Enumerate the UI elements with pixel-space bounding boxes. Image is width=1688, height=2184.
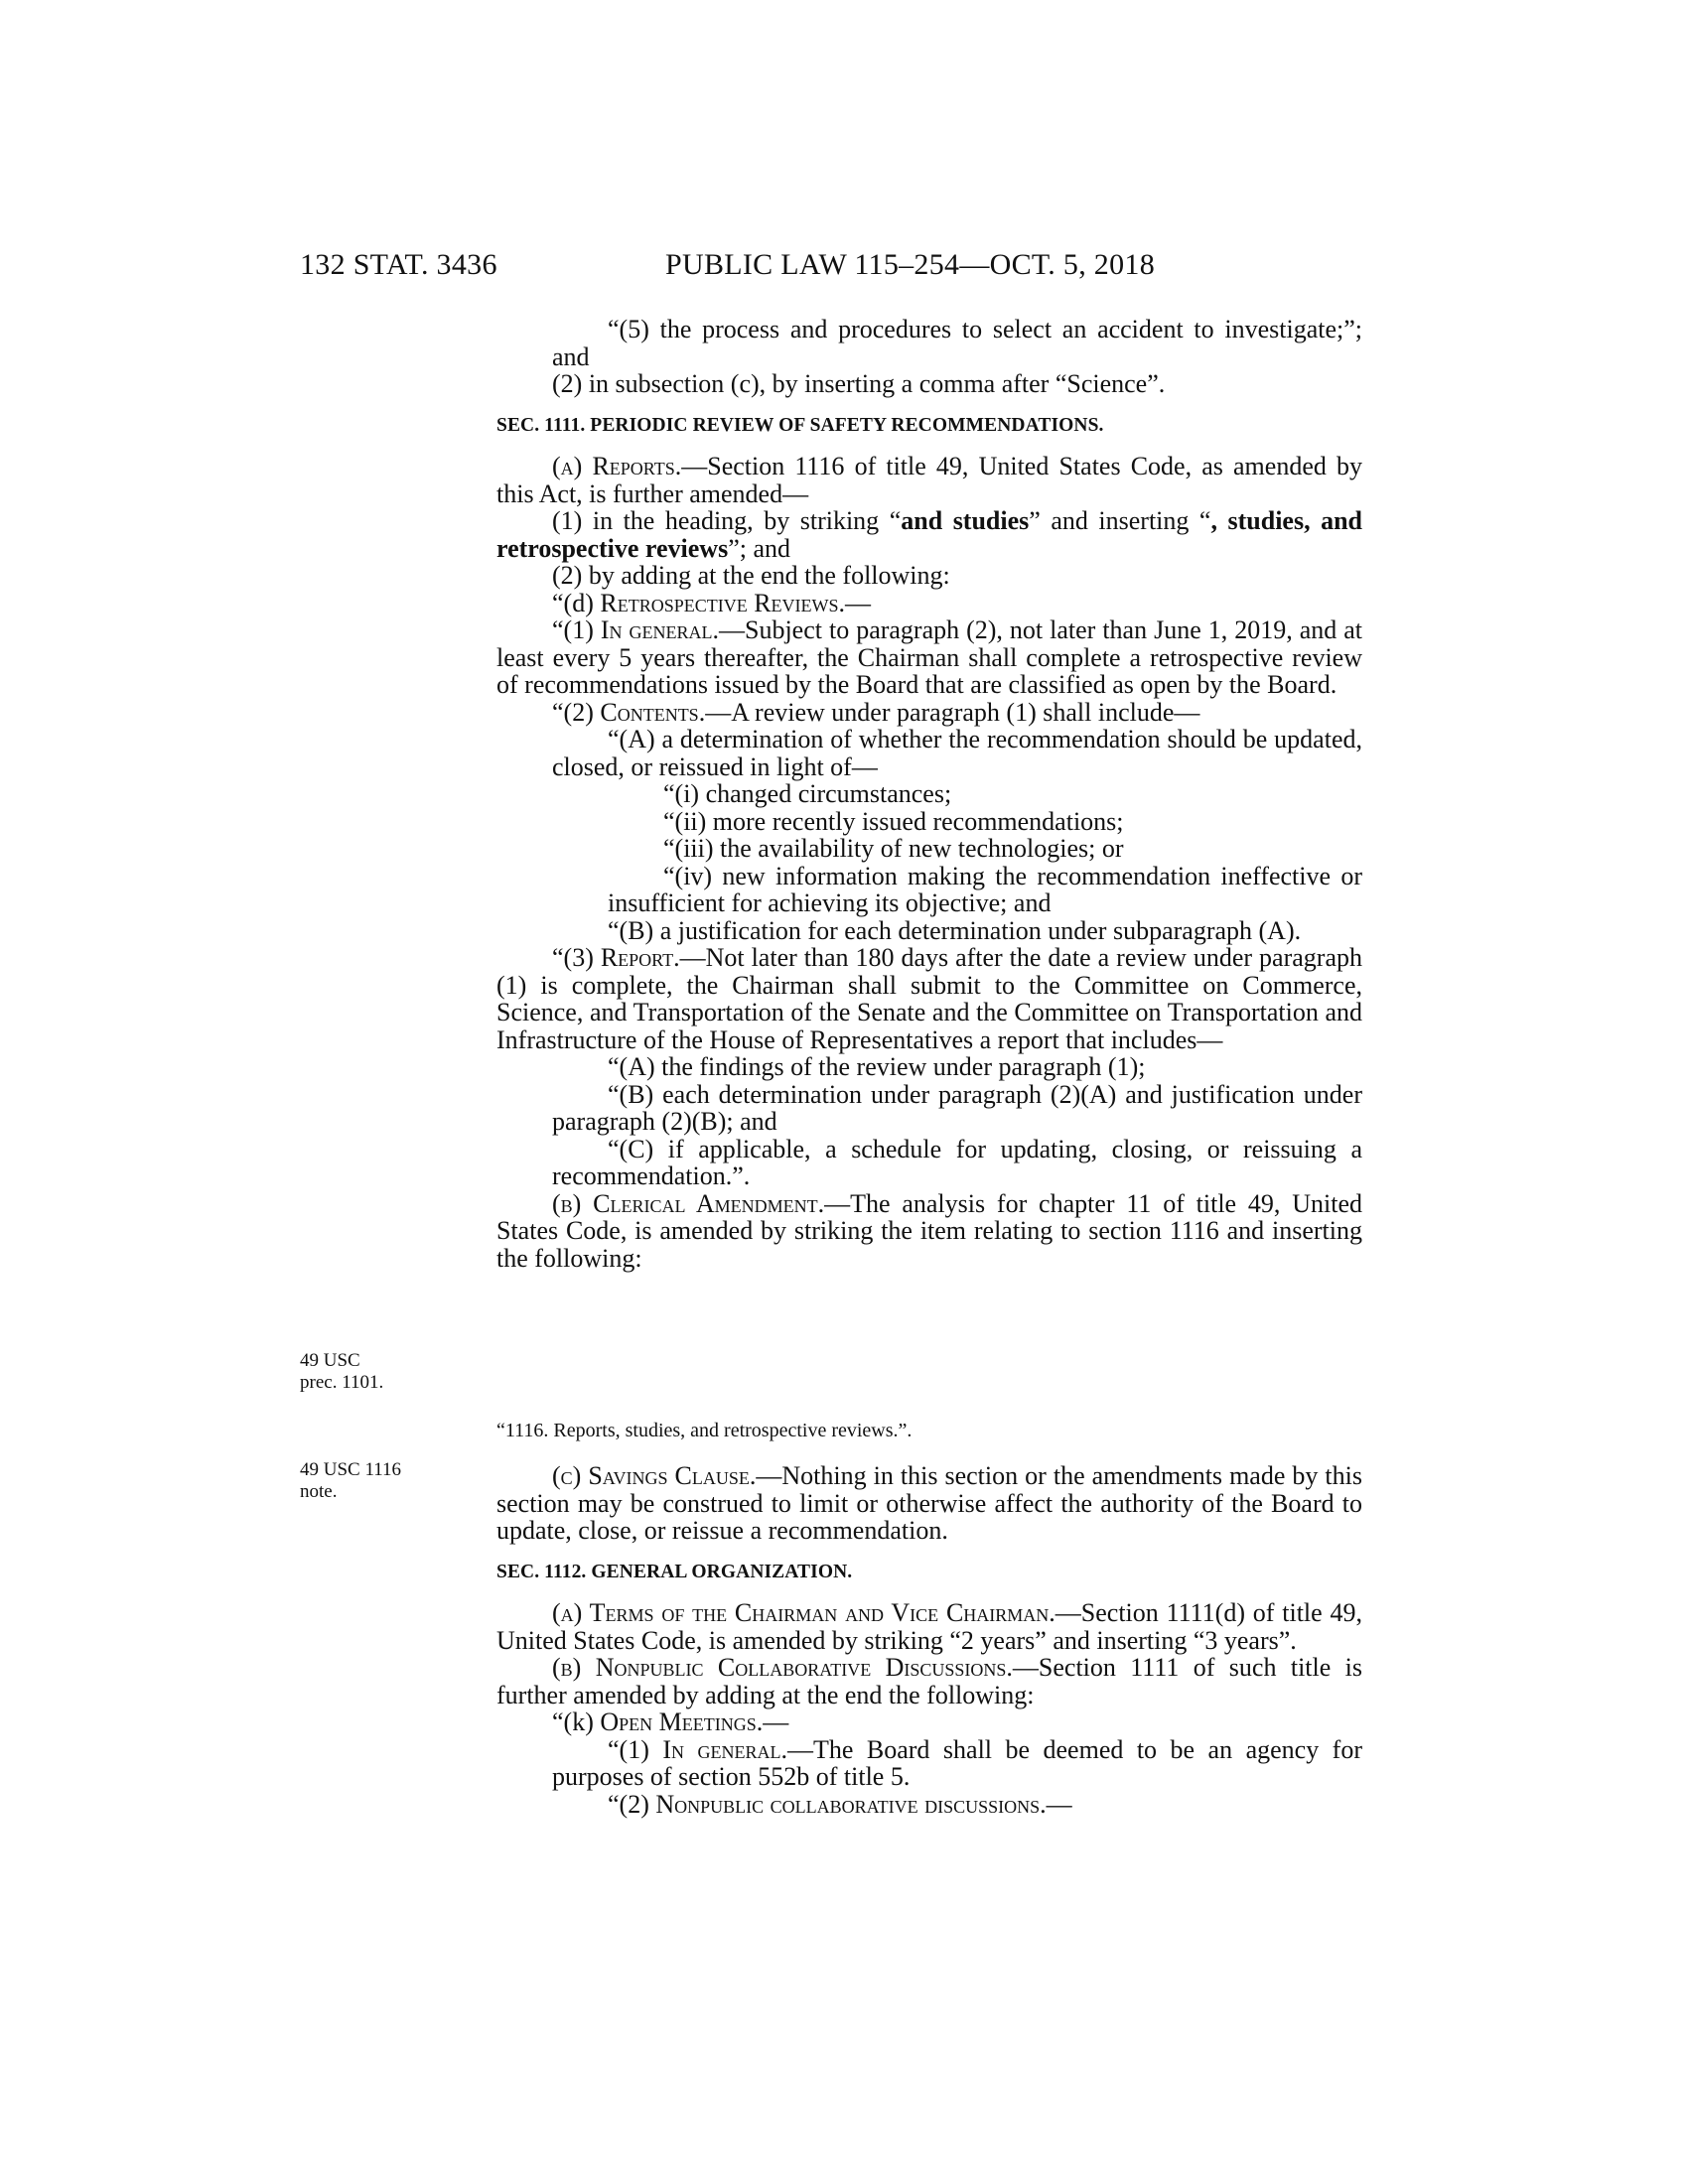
section-1111-heading: SEC. 1111. PERIODIC REVIEW OF SAFETY RECOMMENDATIONS. <box>496 414 1104 436</box>
subsection-a-terms: (a) Terms of the Chairman and Vice Chairman.—Section 1111(d) of title 49, United States Code, is amended by striking “2 years” and inserting “3 years”. <box>496 1598 1362 1655</box>
stat-page-number: 132 STAT. 3436 <box>300 248 497 281</box>
report-item-B: “(B) each determination under paragraph (2)(A) and justification under paragraph (2)(B); and <box>552 1079 1362 1136</box>
paragraph-5-process: “(5) the process and procedures to select an accident to investigate;”; and <box>552 315 1362 371</box>
report-item-C: “(C) if applicable, a schedule for updating, closing, or reissuing a recommendation.”. <box>552 1134 1362 1190</box>
report-item-A: “(A) the findings of the review under paragraph (1); <box>608 1052 1146 1081</box>
clause-ii: “(ii) more recently issued recommendations; <box>663 806 1124 836</box>
section-1112-heading: SEC. 1112. GENERAL ORGANIZATION. <box>496 1561 853 1582</box>
paragraph-k2-heading: “(2) Nonpublic collaborative discussions.— <box>608 1789 1072 1819</box>
subparagraph-B-justification: “(B) a justification for each determination under subparagraph (A). <box>608 915 1302 945</box>
subsection-c-savings: (c) Savings Clause.—Nothing in this section or the amendments made by this section may be construed to limit or otherwise affect the authority of the Board to update, close, or reissue a recommendation. <box>496 1461 1363 1545</box>
paragraph-adding: (2) by adding at the end the following: <box>552 561 950 590</box>
analysis-item-1116: “1116. Reports, studies, and retrospective reviews.”. <box>496 1420 913 1441</box>
paragraph-heading-strike: (1) in the heading, by striking “and studies” and inserting “, studies, and retrospective reviews”; and <box>496 506 1363 563</box>
paragraph-d1-general: “(1) In general.—Subject to paragraph (2), not later than June 1, 2019, and at least every 5 years thereafter, the Chairman shall complete a retrospective review of recommendations issued by the Board that are classified as open by the Board. <box>496 615 1362 699</box>
running-header: PUBLIC LAW 115–254—OCT. 5, 2018 <box>665 248 1156 281</box>
clause-iii: “(iii) the availability of new technologies; or <box>663 834 1124 863</box>
paragraph-2-subsection-c: (2) in subsection (c), by inserting a comma after “Science”. <box>552 369 1166 398</box>
subsection-d-heading: “(d) Retrospective Reviews.— <box>552 588 872 617</box>
text-block-2 <box>496 1418 1362 1445</box>
clause-i: “(i) changed circumstances; <box>663 779 952 808</box>
subsection-a-reports: (a) Reports.—Section 1116 of title 49, United States Code, as amended by this Act, is further amended— <box>496 452 1363 508</box>
clause-iv: “(iv) new information making the recommendation ineffective or insufficient for achieving its objective; and <box>608 861 1362 917</box>
paragraph-d2-contents: “(2) Contents.—A review under paragraph (1) shall include— <box>552 697 1200 727</box>
paragraph-k1-general: “(1) In general.—The Board shall be deemed to be an agency for purposes of section 552b of title 5. <box>552 1734 1362 1791</box>
text-block-1 <box>496 316 1362 1272</box>
margin-note-prec-1101: 49 USC prec. 1101. <box>300 1350 384 1393</box>
subsection-b-clerical: (b) Clerical Amendment.—The analysis for chapter 11 of title 49, United States Code, is amended by striking the item relating to section 1116 and inserting the following: <box>496 1188 1362 1273</box>
text-block-3 <box>496 1462 1362 1818</box>
subsection-k-heading: “(k) Open Meetings.— <box>552 1707 789 1736</box>
margin-note-1116-note: 49 USC 1116 note. <box>300 1459 402 1502</box>
subparagraph-A-determination: “(A) a determination of whether the recommendation should be updated, closed, or reissued in light of— <box>552 725 1362 781</box>
subsection-b-nonpublic: (b) Nonpublic Collaborative Discussions.—Section 1111 of such title is further amended by adding at the end the following: <box>496 1653 1363 1709</box>
paragraph-d3-report: “(3) Report.—Not later than 180 days after the date a review under paragraph (1) is complete, the Chairman shall submit to the Committee on Commerce, Science, and Transportation of the Senate and the Committee on Transportation and Infrastructure of the House of Representatives a report that includes— <box>496 943 1362 1054</box>
